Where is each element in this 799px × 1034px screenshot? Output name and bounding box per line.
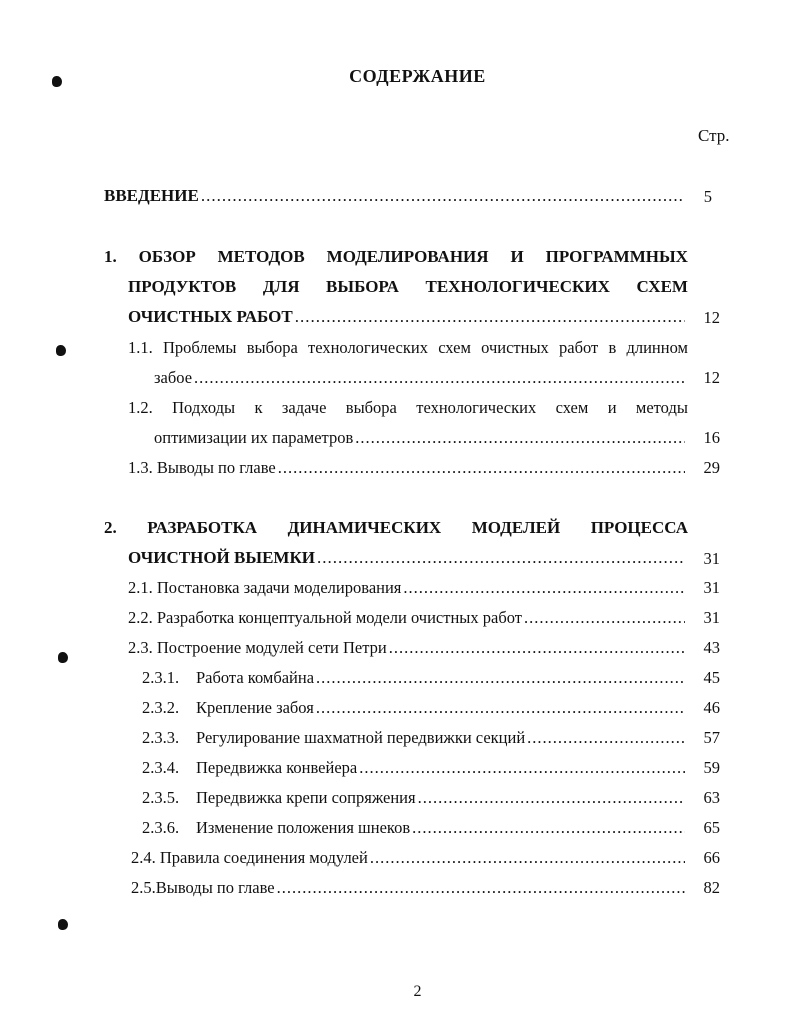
entry-word: задаче bbox=[281, 398, 327, 417]
toc-section-entry[interactable] bbox=[128, 398, 688, 418]
toc-page-number: 82 bbox=[703, 878, 720, 897]
heading-word: 2. bbox=[104, 518, 117, 537]
subsection-number: 2.3.1. bbox=[142, 668, 180, 687]
toc-page-number: 45 bbox=[703, 668, 720, 687]
toc-page-number: 5 bbox=[703, 187, 712, 206]
toc-entry-text: 2.5.Выводы по главе bbox=[131, 878, 275, 897]
heading-word: ДИНАМИЧЕСКИХ bbox=[287, 518, 442, 537]
dot-leader bbox=[277, 878, 685, 898]
dot-leader bbox=[194, 368, 685, 388]
toc-entry-text: Работа комбайна bbox=[196, 668, 315, 687]
subsection-number: 2.3.3. bbox=[142, 728, 180, 747]
toc-section-entry[interactable] bbox=[128, 458, 688, 478]
entry-word: Проблемы bbox=[162, 338, 237, 357]
toc-entry-text: Передвижка крепи сопряжения bbox=[196, 788, 416, 807]
toc-page-number: 63 bbox=[703, 788, 720, 807]
toc-section-entry[interactable] bbox=[128, 578, 688, 598]
toc-page-number: 31 bbox=[703, 549, 720, 568]
toc-entry-text: Крепление забоя bbox=[196, 698, 314, 717]
entry-word: выбора bbox=[345, 398, 397, 417]
entry-word: схем bbox=[438, 338, 471, 357]
toc-entry-text: ОЧИСТНОЙ ВЫЕМКИ bbox=[128, 548, 315, 567]
toc-chapter-heading[interactable] bbox=[104, 247, 688, 267]
subsection-number: 2.3.4. bbox=[142, 758, 180, 777]
toc-entry-text: оптимизации их параметров bbox=[154, 428, 354, 447]
heading-word: ДЛЯ bbox=[262, 277, 300, 296]
dot-leader bbox=[403, 578, 685, 598]
heading-word: И bbox=[510, 247, 524, 266]
subsection-number: 2.3.6. bbox=[142, 818, 180, 837]
toc-entry-intro[interactable] bbox=[104, 186, 688, 206]
entry-word: и bbox=[607, 398, 617, 417]
toc-page-number: 31 bbox=[703, 578, 720, 597]
dot-leader bbox=[370, 848, 685, 868]
toc-entry-text: 1.3. Выводы по главе bbox=[128, 458, 276, 477]
toc-chapter-heading-cont[interactable] bbox=[128, 277, 688, 297]
entry-word: в bbox=[608, 338, 617, 357]
entry-word: методы bbox=[635, 398, 688, 417]
toc-section-entry-cont[interactable] bbox=[154, 368, 688, 388]
toc-subsection-entry[interactable] bbox=[142, 818, 688, 838]
toc-page-number: 65 bbox=[703, 818, 720, 837]
heading-word: МОДЕЛИРОВАНИЯ bbox=[326, 247, 489, 266]
entry-word: технологических bbox=[416, 398, 537, 417]
entry-word: очистных bbox=[481, 338, 549, 357]
heading-word: 1. bbox=[104, 247, 117, 266]
toc-page-number: 31 bbox=[703, 608, 720, 627]
dot-leader bbox=[412, 818, 685, 838]
heading-word: РАЗРАБОТКА bbox=[147, 518, 258, 537]
toc-subsection-entry[interactable] bbox=[142, 728, 688, 748]
toc-page-number: 12 bbox=[703, 368, 720, 387]
toc-entry-text: Передвижка конвейера bbox=[196, 758, 358, 777]
toc-section-entry[interactable] bbox=[131, 848, 688, 868]
toc-entry-text: 2.2. Разработка концептуальной модели очистных работ bbox=[128, 608, 522, 627]
toc-subsection-entry[interactable] bbox=[142, 668, 688, 688]
punch-hole-mark bbox=[58, 919, 68, 930]
toc-page-number: 46 bbox=[703, 698, 720, 717]
toc-section-entry[interactable] bbox=[131, 878, 688, 898]
dot-leader bbox=[278, 458, 685, 478]
toc-entry-text: Изменение положения шнеков bbox=[196, 818, 411, 837]
toc-chapter-heading[interactable] bbox=[104, 518, 688, 538]
heading-word: ПРОДУКТОВ bbox=[128, 277, 237, 296]
entry-word: к bbox=[254, 398, 263, 417]
page-column-label: Стр. bbox=[698, 126, 730, 145]
dot-leader bbox=[316, 698, 685, 718]
entry-word: схем bbox=[555, 398, 589, 417]
entry-word: работ bbox=[559, 338, 599, 357]
entry-word: Подходы bbox=[172, 398, 236, 417]
heading-word: МЕТОДОВ bbox=[217, 247, 305, 266]
toc-entry-text: ОЧИСТНЫХ РАБОТ bbox=[128, 307, 293, 326]
punch-hole-mark bbox=[58, 652, 68, 663]
heading-word: МОДЕЛЕЙ bbox=[471, 518, 561, 537]
toc-subsection-entry[interactable] bbox=[142, 698, 688, 718]
toc-chapter-heading-end[interactable] bbox=[128, 307, 688, 327]
toc-entry-text: 2.3. Построение модулей сети Петри bbox=[128, 638, 387, 657]
page-title: СОДЕРЖАНИЕ bbox=[349, 66, 486, 86]
dot-leader bbox=[295, 307, 685, 327]
toc-entry-text: Регулирование шахматной передвижки секций bbox=[196, 728, 526, 747]
heading-word: ПРОЦЕССА bbox=[590, 518, 688, 537]
toc-page-number: 59 bbox=[703, 758, 720, 777]
dot-leader bbox=[389, 638, 685, 658]
toc-page-number: 66 bbox=[703, 848, 720, 867]
heading-word: ОБЗОР bbox=[138, 247, 196, 266]
toc-entry-text: забое bbox=[154, 368, 193, 387]
toc-section-entry-cont[interactable] bbox=[154, 428, 688, 448]
toc-page-number: 16 bbox=[703, 428, 720, 447]
toc-subsection-entry[interactable] bbox=[142, 788, 688, 808]
page-number-footer: 2 bbox=[413, 983, 422, 1000]
entry-word: длинном bbox=[626, 338, 688, 357]
toc-entry-text: ВВЕДЕНИЕ bbox=[104, 186, 199, 205]
dot-leader bbox=[418, 788, 685, 808]
toc-subsection-entry[interactable] bbox=[142, 758, 688, 778]
heading-word: ПРОГРАММНЫХ bbox=[545, 247, 688, 266]
toc-section-entry[interactable] bbox=[128, 338, 688, 358]
entry-word: выбора bbox=[246, 338, 298, 357]
toc-section-entry[interactable] bbox=[128, 608, 688, 628]
heading-word: ТЕХНОЛОГИЧЕСКИХ bbox=[425, 277, 610, 296]
subsection-number: 2.3.2. bbox=[142, 698, 180, 717]
entry-word: технологических bbox=[308, 338, 428, 357]
dot-leader bbox=[201, 186, 685, 206]
subsection-number: 2.3.5. bbox=[142, 788, 180, 807]
heading-word: ВЫБОРА bbox=[326, 277, 399, 296]
toc-page-number: 29 bbox=[703, 458, 720, 477]
toc-page-number: 12 bbox=[703, 308, 720, 327]
entry-word: 1.2. bbox=[128, 398, 153, 417]
toc-page-number: 43 bbox=[703, 638, 720, 657]
dot-leader bbox=[524, 608, 685, 628]
dot-leader bbox=[317, 548, 685, 568]
toc-chapter-heading-end[interactable] bbox=[128, 548, 688, 568]
heading-word: СХЕМ bbox=[636, 277, 688, 296]
toc-page-number: 57 bbox=[703, 728, 720, 747]
toc-entry-text: 2.1. Постановка задачи моделирования bbox=[128, 578, 402, 597]
punch-hole-mark bbox=[56, 345, 66, 356]
dot-leader bbox=[527, 728, 685, 748]
toc-section-entry[interactable] bbox=[128, 638, 688, 658]
dot-leader bbox=[359, 758, 685, 778]
dot-leader bbox=[316, 668, 685, 688]
entry-word: 1.1. bbox=[128, 338, 153, 357]
toc-entry-text: 2.4. Правила соединения модулей bbox=[131, 848, 368, 867]
dot-leader bbox=[355, 428, 685, 448]
